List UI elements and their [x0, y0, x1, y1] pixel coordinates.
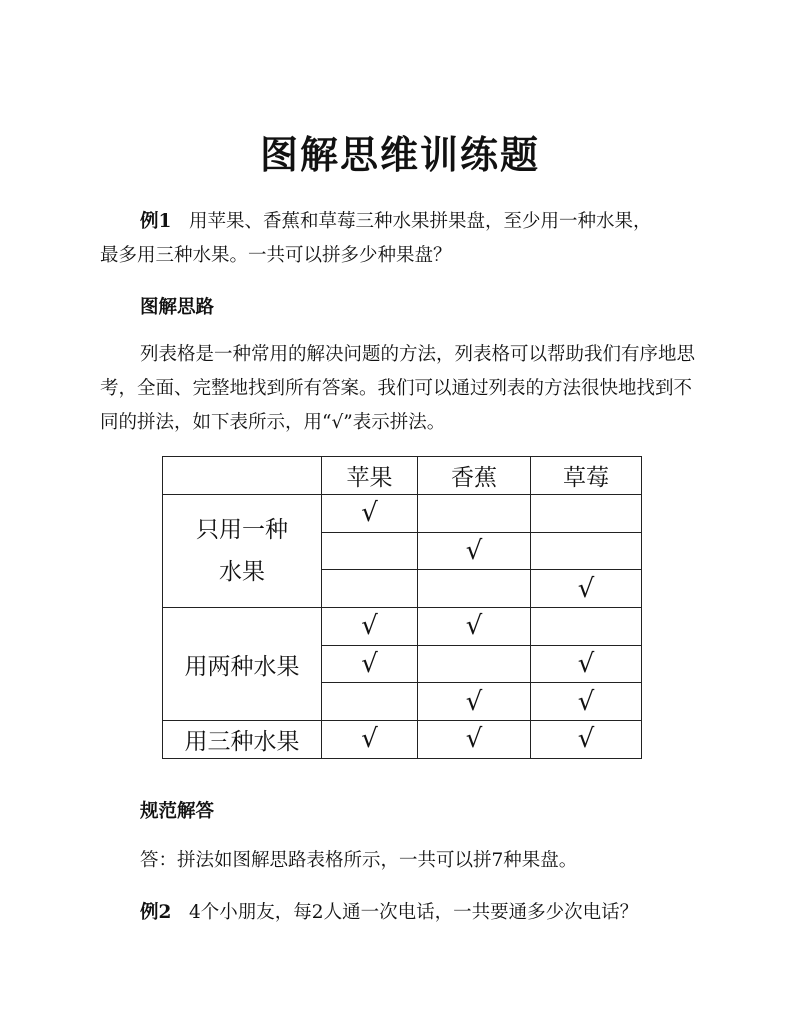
- column-header: 苹果: [322, 457, 418, 495]
- check-cell: √: [322, 495, 418, 533]
- table-row: [163, 608, 642, 646]
- check-cell: √: [418, 721, 531, 759]
- group-label-two-fruits: 用两种水果: [163, 608, 322, 721]
- example-1-label: 例1: [140, 211, 172, 232]
- check-cell: √: [418, 532, 531, 570]
- column-header: 香蕉: [418, 457, 531, 495]
- example-1-text-line1: 用苹果、香蕉和草莓三种水果拼果盘，至少用一种水果，: [189, 211, 652, 232]
- group-label-line: 水果: [219, 559, 265, 586]
- table-header-row: [163, 457, 642, 495]
- group-label-line: 只用一种: [196, 517, 288, 544]
- check-cell: √: [531, 570, 642, 608]
- check-cell: √: [322, 721, 418, 759]
- example-2-label: 例2: [140, 902, 172, 923]
- check-cell: [322, 683, 418, 721]
- section-analysis-heading: 图解思路: [140, 297, 215, 318]
- check-cell: √: [322, 608, 418, 646]
- fruit-combination-table: [162, 456, 642, 759]
- section-answer-heading: 规范解答: [140, 801, 215, 822]
- check-cell: [322, 532, 418, 570]
- answer-text: 答：拼法如图解思路表格所示，一共可以拼7种果盘。: [140, 850, 578, 871]
- table-row: [163, 721, 642, 759]
- check-cell: √: [418, 683, 531, 721]
- check-cell: [531, 532, 642, 570]
- example-1-text-line2: 最多用三种水果。一共可以拼多少种果盘？: [100, 245, 452, 266]
- analysis-text: 列表格是一种常用的解决问题的方法，列表格可以帮助我们有序地思考，全面、完整地找到所有答案。我们可以通过列表的方法很快地找到不同的拼法，如下表所示，用“√”表示拼法。: [100, 344, 696, 433]
- check-cell: [531, 608, 642, 646]
- check-cell: [322, 570, 418, 608]
- check-cell: [418, 645, 531, 683]
- check-cell: √: [322, 645, 418, 683]
- table-row: [163, 495, 642, 533]
- check-cell: [418, 495, 531, 533]
- check-cell: [531, 495, 642, 533]
- check-cell: √: [418, 608, 531, 646]
- check-cell: √: [531, 721, 642, 759]
- check-cell: √: [531, 683, 642, 721]
- example-2: [140, 896, 740, 930]
- table-corner-cell: [163, 457, 322, 495]
- check-cell: [418, 570, 531, 608]
- example-1: [100, 205, 700, 273]
- example-2-text: 4个小朋友，每2人通一次电话，一共要通多少次电话？: [189, 902, 639, 923]
- group-label-three-fruits: 用三种水果: [163, 721, 322, 759]
- check-cell: √: [531, 645, 642, 683]
- group-label-one-fruit: [163, 495, 322, 608]
- page-title: 图解思维训练题: [259, 132, 540, 177]
- column-header: 草莓: [531, 457, 642, 495]
